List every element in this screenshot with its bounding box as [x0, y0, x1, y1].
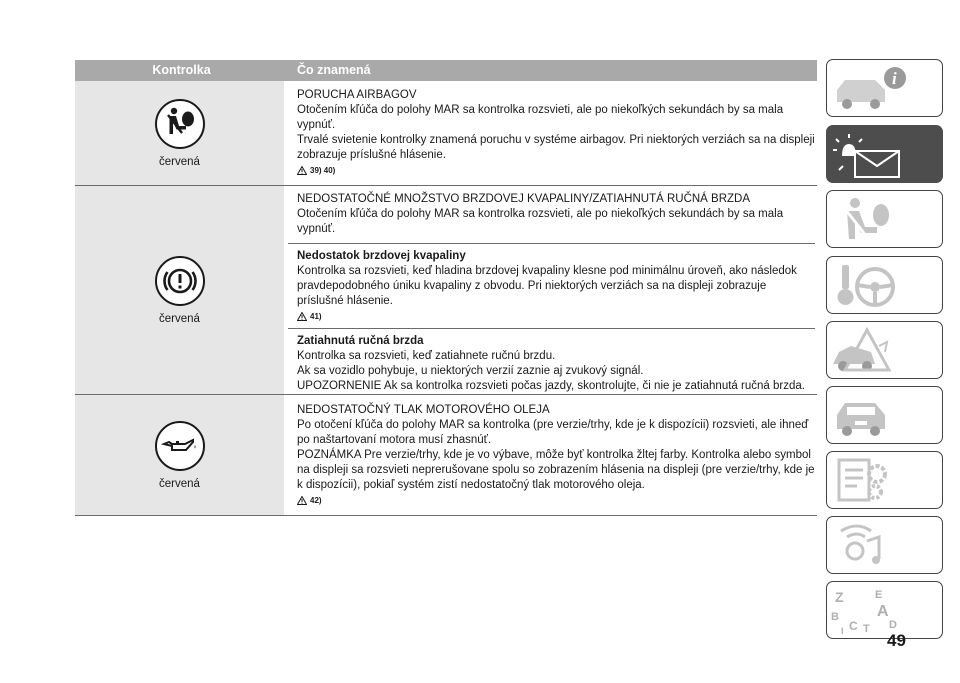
svg-text:i: i	[892, 69, 897, 88]
index-letter: Z	[835, 589, 844, 605]
spec-gears-icon	[827, 452, 944, 510]
index-letter: B	[831, 611, 839, 623]
index-tab[interactable]	[826, 581, 943, 639]
airbag-warning-icon	[155, 99, 205, 149]
paragraph: Otočením kľúča do polohy MAR sa kontrolka rozsvieti, ale po niekoľkých sekundách by sa mala vypnúť.	[297, 104, 784, 131]
paragraph: Otočením kľúča do polohy MAR sa kontrolka rozsvieti, ale po niekoľkých sekundách by sa mala vypnúť.	[297, 208, 784, 235]
index-letter: I	[841, 626, 844, 636]
reference-numbers: 39) 40)	[310, 166, 336, 175]
paragraph: Trvalé svietenie kontrolky znamená poruchu v systéme airbagov. Pri niektorých verziách sa na displeji zobrazuje príslušné hlásenie.	[297, 134, 815, 161]
paragraph: UPOZORNENIE Ak sa kontrolka rozsvieti počas jazdy, skontrolujte, či nie je zatiahnutá ručná brzda.	[297, 380, 805, 392]
seatbelt-airbag-icon	[827, 191, 944, 249]
multimedia-tab[interactable]	[826, 516, 943, 574]
page-number: 49	[887, 631, 906, 650]
reference-numbers: 41)	[310, 312, 322, 321]
reference	[297, 310, 815, 323]
safety-tab[interactable]	[826, 190, 943, 248]
paragraph: Ak sa vozidlo pohybuje, u niektorých verzií zaznie aj zvukový signál.	[297, 365, 644, 377]
table-row	[75, 395, 817, 516]
car-service-icon	[827, 387, 944, 445]
indicator-cell	[75, 395, 284, 515]
header-col-kontrolka: Kontrolka	[152, 63, 211, 77]
index-letter: D	[889, 619, 897, 631]
warning-lights-tab[interactable]	[826, 125, 943, 183]
meaning-cell	[288, 395, 817, 515]
paragraph: POZNÁMKA Pre verzie/trhy, kde je vo výbave, môže byť kontrolka žltej farby. Kontrolka alebo symbol na displeji sa rozsvieti neprerušovane spolu so zobrazením hlásenia na displeji (pre verzie/trhy, kde je k dispozícii), pokiaľ systém zistí nedostatočný tlak motorového oleja.	[297, 449, 815, 491]
starting-driving-tab[interactable]	[826, 256, 943, 314]
oil-pressure-icon	[155, 421, 205, 471]
indicator-cell	[75, 81, 284, 185]
color-label: červená	[159, 477, 200, 490]
table-header	[75, 60, 817, 81]
meaning-cell	[288, 186, 817, 394]
car-breakdown-icon	[827, 322, 944, 380]
alphabet-index-icon	[827, 582, 944, 640]
indicator-cell	[75, 186, 284, 394]
emergency-tab[interactable]	[826, 321, 943, 379]
subsection	[288, 328, 815, 394]
car-info-tab[interactable]	[826, 59, 943, 117]
brake-warning-icon	[155, 256, 205, 306]
color-label: červená	[159, 312, 200, 325]
color-label: červená	[159, 155, 200, 168]
section-title: PORUCHA AIRBAGOV	[297, 89, 417, 101]
technical-data-tab[interactable]	[826, 451, 943, 509]
subsection-title: Zatiahnutá ručná brzda	[297, 335, 424, 347]
reference	[297, 164, 815, 177]
section-title: NEDOSTATOČNÉ MNOŽSTVO BRZDOVEJ KVAPALINY/ZATIAHNUTÁ RUČNÁ BRZDA	[297, 193, 751, 205]
warning-light-message-icon	[827, 126, 944, 184]
car-info-icon	[827, 60, 944, 118]
table-row	[75, 81, 817, 186]
paragraph: Kontrolka sa rozsvieti, keď hladina brzdovej kvapaliny klesne pod minimálnu úroveň, ako následok pravdepodobného úniku kvapaliny z obvodu. Pri niektorých verziách sa na displeji zobrazuje príslušné hlásenie.	[297, 265, 797, 307]
index-letter: T	[863, 623, 870, 635]
multimedia-icon	[827, 517, 944, 575]
reference	[297, 494, 815, 507]
paragraph: Kontrolka sa rozsvieti, keď zatiahnete ručnú brzdu.	[297, 350, 556, 362]
header-col-meaning: Čo znamená	[297, 63, 371, 77]
index-letter: E	[875, 589, 883, 601]
subsection	[288, 243, 815, 323]
warning-triangle-icon	[297, 166, 307, 175]
index-letter: A	[877, 603, 889, 620]
subsection-title: Nedostatok brzdovej kvapaliny	[297, 250, 466, 262]
warning-triangle-icon	[297, 496, 307, 505]
key-steering-wheel-icon	[827, 257, 944, 315]
warning-lights-table	[75, 60, 817, 516]
table-row	[75, 186, 817, 395]
reference-numbers: 42)	[310, 496, 322, 505]
index-letter: C	[849, 619, 858, 633]
paragraph: Po otočení kľúča do polohy MAR sa kontrolka (pre verzie/trhy, kde je k dispozícii) rozsvieti, ale ihneď po naštartovaní motora musí zhasnúť.	[297, 419, 809, 446]
meaning-cell	[288, 81, 817, 185]
warning-triangle-icon	[297, 312, 307, 321]
section-title: NEDOSTATOČNÝ TLAK MOTOROVÉHO OLEJA	[297, 404, 550, 416]
maintenance-tab[interactable]	[826, 386, 943, 444]
